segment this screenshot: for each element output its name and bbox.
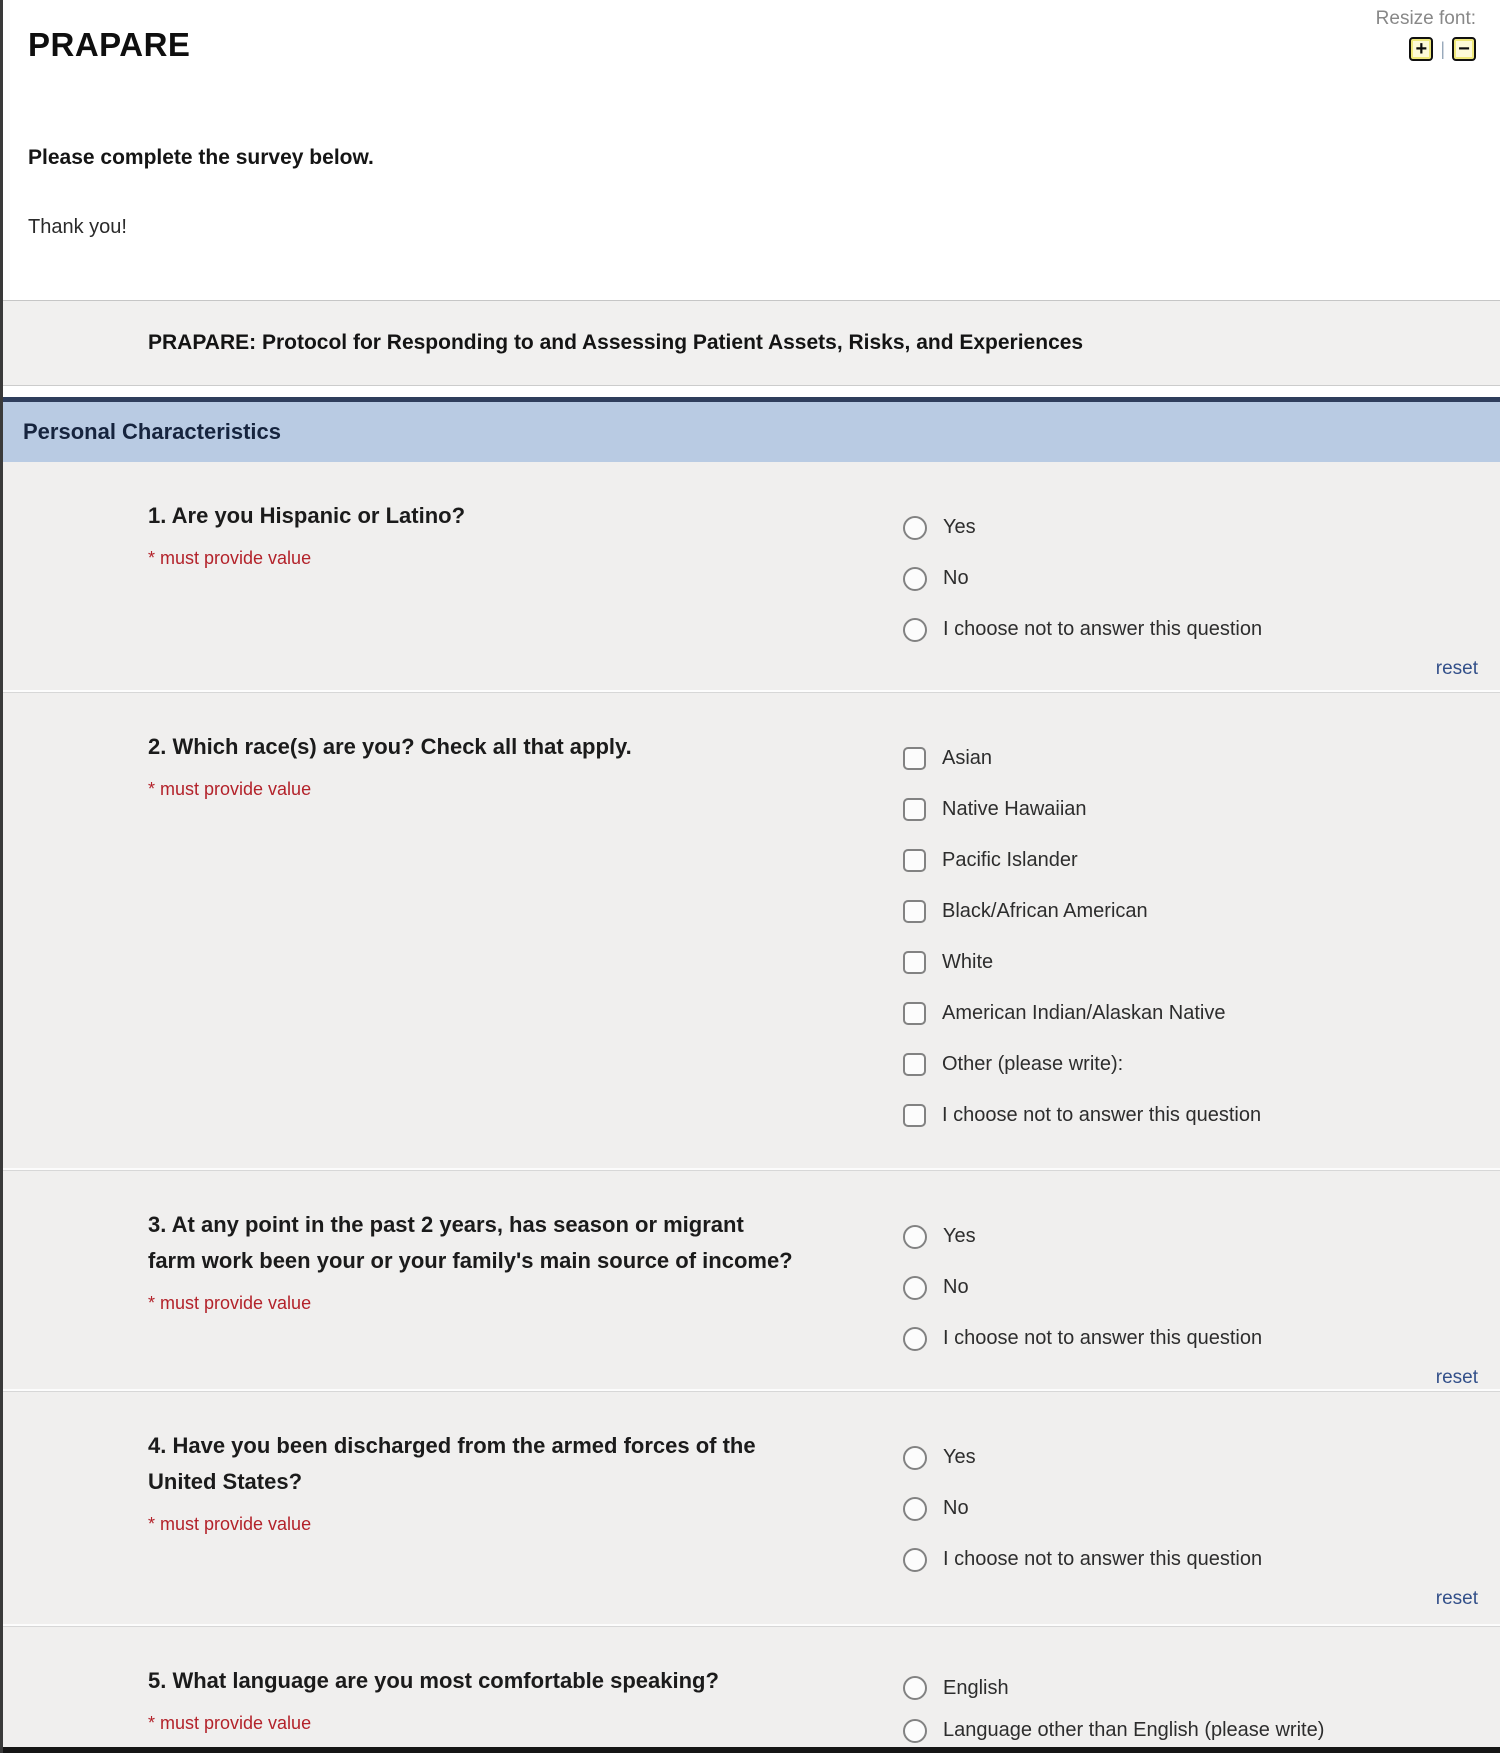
radio-icon[interactable]: [903, 1327, 927, 1351]
question-cell: [3, 462, 873, 690]
checkbox-option[interactable]: [903, 988, 1480, 1039]
radio-option[interactable]: [903, 1534, 1480, 1585]
question-text: 1. Are you Hispanic or Latino?: [148, 503, 466, 528]
radio-option[interactable]: [903, 1667, 1480, 1710]
radio-option[interactable]: [903, 1432, 1480, 1483]
reset-link[interactable]: reset: [1435, 1588, 1478, 1609]
checkbox-option[interactable]: [903, 937, 1480, 988]
radio-option[interactable]: [903, 553, 1480, 604]
question-text: 4. Have you been discharged from the armed forces of the United States?: [148, 1433, 756, 1494]
section-header-label: Personal Characteristics: [23, 419, 282, 444]
option-label: Asian: [942, 747, 993, 769]
checkbox-icon[interactable]: [903, 849, 926, 872]
radio-option[interactable]: [903, 1710, 1480, 1753]
radio-icon[interactable]: [903, 1497, 927, 1521]
radio-option[interactable]: [903, 502, 1480, 553]
checkbox-option[interactable]: [903, 1039, 1480, 1090]
resize-font-control: [1376, 8, 1476, 61]
survey-thanks: Thank you!: [28, 216, 127, 238]
answer-cell: [873, 1627, 1500, 1752]
resize-separator: |: [1440, 38, 1445, 59]
reset-container: [903, 1588, 1480, 1610]
font-increase-icon[interactable]: +: [1409, 37, 1433, 61]
radio-icon[interactable]: [903, 1446, 927, 1470]
checkbox-icon[interactable]: [903, 951, 926, 974]
option-label: Yes: [943, 1446, 976, 1468]
radio-icon[interactable]: [903, 1676, 927, 1700]
question-text: 5. What language are you most comfortable speaking?: [148, 1668, 719, 1693]
option-label: Native Hawaiian: [942, 798, 1087, 820]
required-note: * must provide value: [148, 548, 312, 568]
option-label: I choose not to answer this question: [943, 618, 1263, 640]
crop-divider: [3, 1747, 1500, 1753]
required-note: * must provide value: [148, 1293, 312, 1313]
page-title: PRAPARE: [28, 26, 191, 63]
option-label: Pacific Islander: [942, 849, 1078, 871]
option-label: I choose not to answer this question: [942, 1104, 1262, 1126]
radio-icon[interactable]: [903, 1548, 927, 1572]
option-label: Language other than English (please write): [943, 1719, 1325, 1742]
font-decrease-icon[interactable]: −: [1452, 37, 1476, 61]
question-text: 3. At any point in the past 2 years, has season or migrant farm work been your or your family's main source of income?: [148, 1212, 793, 1273]
checkbox-option[interactable]: [903, 835, 1480, 886]
reset-link[interactable]: reset: [1435, 1367, 1478, 1388]
question-row: [3, 462, 1500, 692]
option-label: English: [943, 1676, 1009, 1699]
reset-container: [903, 1367, 1480, 1389]
checkbox-icon[interactable]: [903, 900, 926, 923]
option-label: American Indian/Alaskan Native: [942, 1002, 1226, 1024]
question-text: 2. Which race(s) are you? Check all that apply.: [148, 734, 632, 759]
radio-icon[interactable]: [903, 1225, 927, 1249]
checkbox-icon[interactable]: [903, 1104, 926, 1127]
page-header: [3, 0, 1500, 300]
radio-icon[interactable]: [903, 1719, 927, 1743]
radio-option[interactable]: [903, 1262, 1480, 1313]
question-cell: [3, 693, 873, 1168]
required-note: * must provide value: [148, 1514, 312, 1534]
resize-font-label: Resize font:: [1375, 8, 1476, 29]
radio-option[interactable]: [903, 604, 1480, 655]
reset-link[interactable]: reset: [1435, 658, 1478, 679]
option-label: No: [943, 1497, 969, 1519]
checkbox-icon[interactable]: [903, 798, 926, 821]
checkbox-option[interactable]: [903, 886, 1480, 937]
section-header: [3, 397, 1500, 462]
option-label: I choose not to answer this question: [943, 1327, 1263, 1349]
checkbox-option[interactable]: [903, 1090, 1480, 1141]
question-row: [3, 1391, 1500, 1626]
option-label: No: [943, 1276, 969, 1298]
question-row: [3, 1170, 1500, 1391]
radio-option[interactable]: [903, 1313, 1480, 1364]
question-cell: [3, 1627, 873, 1752]
option-label: Black/African American: [942, 900, 1148, 922]
option-label: Yes: [943, 516, 976, 538]
radio-option[interactable]: [903, 1483, 1480, 1534]
divider: [3, 386, 1500, 397]
option-label: I choose not to answer this question: [943, 1548, 1263, 1570]
checkbox-icon[interactable]: [903, 1053, 926, 1076]
question-cell: [3, 1171, 873, 1389]
radio-icon[interactable]: [903, 516, 927, 540]
checkbox-option[interactable]: [903, 733, 1480, 784]
answer-cell: [873, 1171, 1500, 1389]
required-note: * must provide value: [148, 779, 312, 799]
checkbox-option[interactable]: [903, 784, 1480, 835]
option-label: No: [943, 567, 969, 589]
answer-cell: [873, 1392, 1500, 1624]
question-row: [3, 1626, 1500, 1752]
resize-font-buttons: [1376, 37, 1476, 61]
radio-option[interactable]: [903, 1211, 1480, 1262]
radio-icon[interactable]: [903, 1276, 927, 1300]
checkbox-icon[interactable]: [903, 747, 926, 770]
survey-title: PRAPARE: Protocol for Responding to and Assessing Patient Assets, Risks, and Experiences: [148, 331, 1084, 354]
reset-container: [903, 658, 1480, 680]
option-label: Other (please write):: [942, 1053, 1124, 1075]
required-note: * must provide value: [148, 1713, 312, 1733]
question-row: [3, 692, 1500, 1170]
radio-icon[interactable]: [903, 618, 927, 642]
option-label: Yes: [943, 1225, 976, 1247]
questions: [3, 462, 1500, 1752]
checkbox-icon[interactable]: [903, 1002, 926, 1025]
answer-cell: [873, 693, 1500, 1168]
option-label: White: [942, 951, 994, 973]
radio-icon[interactable]: [903, 567, 927, 591]
survey-instructions: Please complete the survey below.: [28, 146, 374, 169]
answer-cell: [873, 462, 1500, 690]
question-cell: [3, 1392, 873, 1624]
survey-title-bar: [3, 300, 1500, 386]
